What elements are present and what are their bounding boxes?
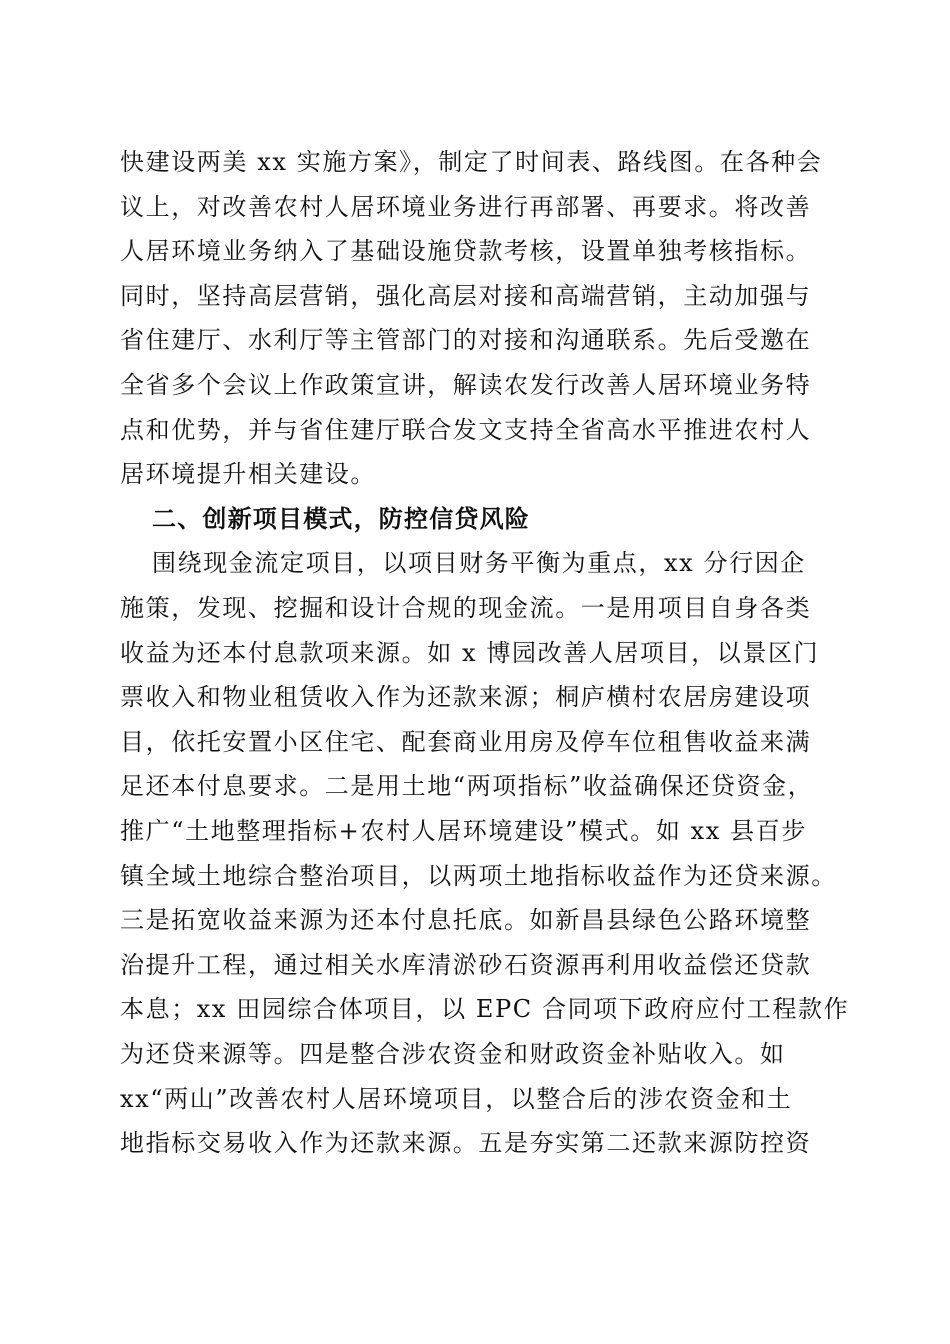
paragraph-line: 三是拓宽收益来源为还本付息托底。如新昌县绿色公路环境整 [120, 906, 812, 935]
paragraph-line: 目，依托安置小区住宅、配套商业用房及停车位租售收益来满 [120, 727, 812, 756]
paragraph-line: 议上，对改善农村人居环境业务进行再部署、再要求。将改善 [120, 192, 812, 221]
paragraph-line: 收益为还本付息款项来源。如 x 博园改善人居项目，以景区门 [120, 638, 820, 667]
paragraph-line: 推广“土地整理指标+农村人居环境建设”模式。如 xx 县百步 [120, 817, 807, 845]
paragraph-line: 全省多个会议上作政策宣讲，解读农发行改善人居环境业务特 [120, 371, 812, 399]
paragraph-line: 足还本付息要求。二是用土地“两项指标”收益确保还贷资金， [120, 772, 814, 801]
paragraph-line: 镇全域土地综合整治项目，以两项土地指标收益作为还贷来源。 [120, 861, 837, 890]
paragraph-line: 施策，发现、挖掘和设计合规的现金流。一是用项目自身各类 [120, 594, 812, 622]
paragraph-line: 人居环境业务纳入了基础设施贷款考核，设置单独考核指标。 [120, 237, 812, 266]
paragraph-line: 快建设两美 xx 实施方案》，制定了时间表、路线图。在各种会 [120, 148, 823, 176]
paragraph-line: 居环境提升相关建设。 [120, 460, 376, 489]
paragraph-line: 本息；xx 田园综合体项目，以 EPC 合同项下政府应付工程款作 [120, 995, 850, 1024]
paragraph-line: 地指标交易收入作为还款来源。五是夯实第二还款来源防控资 [120, 1129, 812, 1158]
section-heading: 二、创新项目模式，防控信贷风险 [152, 504, 530, 533]
paragraph-line: 点和优势，并与省住建厅联合发文支持全省高水平推进农村人 [120, 415, 812, 444]
paragraph-line: 省住建厅、水利厅等主管部门的对接和沟通联系。先后受邀在 [120, 326, 812, 355]
paragraph-line: 同时，坚持高层营销，强化高层对接和高端营销，主动加强与 [120, 281, 812, 310]
paragraph-line: 围绕现金流定项目，以项目财务平衡为重点，xx 分行因企 [152, 549, 806, 578]
paragraph-line: xx“两山”改善农村人居环境项目，以整合后的涉农资金和土 [120, 1084, 793, 1113]
paragraph-line: 为还贷来源等。四是整合涉农资金和财政资金补贴收入。如 [120, 1040, 786, 1068]
paragraph-line: 治提升工程，通过相关水库清淤砂石资源再利用收益偿还贷款 [120, 950, 812, 979]
paragraph-line: 票收入和物业租赁收入作为还款来源；桐庐横村农居房建设项 [120, 683, 812, 712]
